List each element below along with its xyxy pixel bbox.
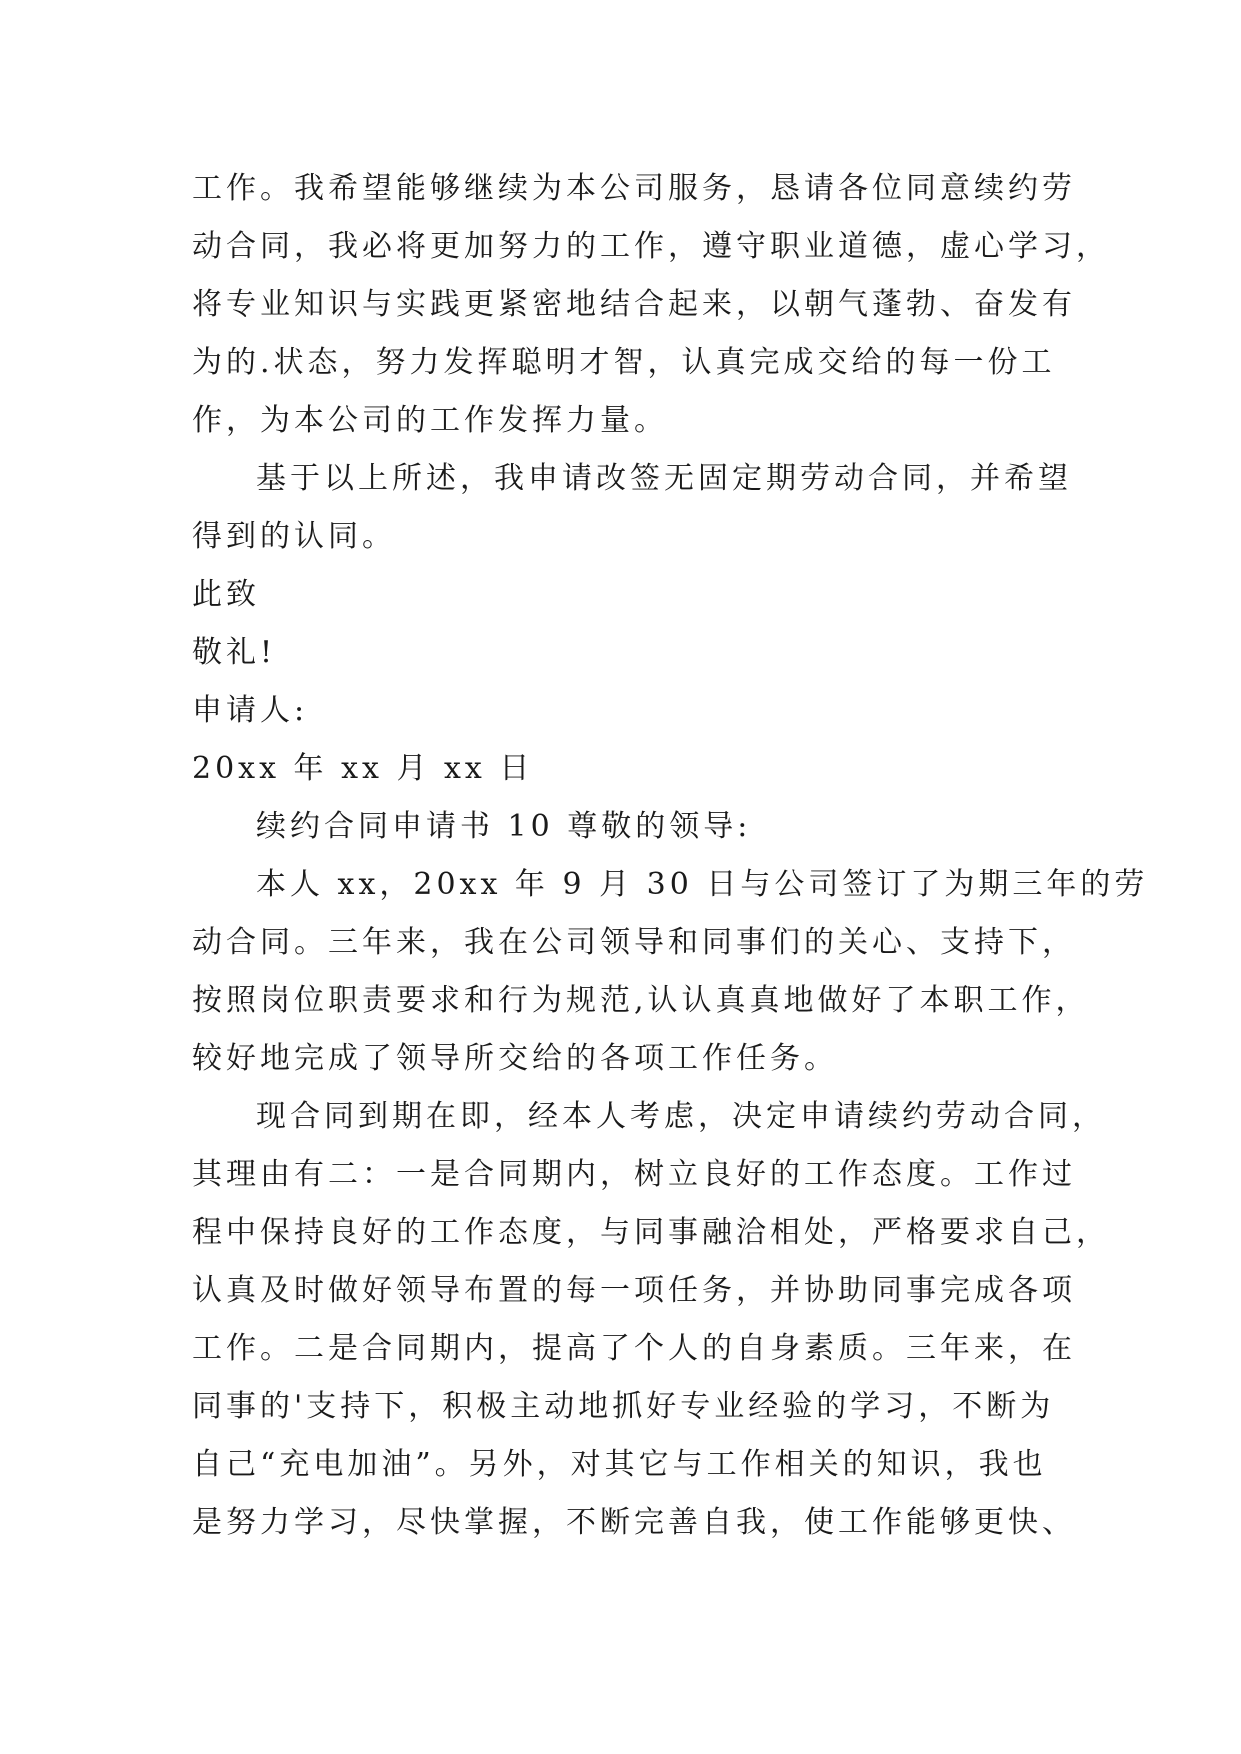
text-line: 工作。我希望能够继续为本公司服务，恳请各位同意续约劳	[192, 171, 1076, 206]
text-line: 工作。二是合同期内，提高了个人的自身素质。三年来，在	[192, 1331, 1076, 1366]
closing-line: 敬礼!	[192, 635, 277, 670]
text-line: 按照岗位职责要求和行为规范,认认真真地做好了本职工作，	[192, 983, 1090, 1018]
closing-line: 此致	[192, 577, 260, 612]
text-line: 现合同到期在即，经本人考虑，决定申请续约劳动合同，	[256, 1099, 1106, 1134]
text-line: 将专业知识与实践更紧密地结合起来，以朝气蓬勃、奋发有	[192, 287, 1076, 322]
text-line: 其理由有二：一是合同期内，树立良好的工作态度。工作过	[192, 1157, 1076, 1192]
text-line: 认真及时做好领导布置的每一项任务，并协助同事完成各项	[192, 1273, 1076, 1308]
text-line: 作，为本公司的工作发挥力量。	[192, 403, 668, 438]
text-line: 为的.状态，努力发挥聪明才智，认真完成交给的每一份工	[192, 345, 1056, 380]
text-line: 是努力学习，尽快掌握，不断完善自我，使工作能够更快、	[192, 1505, 1076, 1540]
date-line: 20xx 年 xx 月 xx 日	[192, 751, 534, 786]
text-line: 动合同，我必将更加努力的工作，遵守职业道德，虚心学习，	[192, 229, 1110, 264]
signature-label: 申请人:	[192, 693, 309, 728]
text-line: 本人 xx，20xx 年 9 月 30 日与公司签订了为期三年的劳	[256, 867, 1149, 902]
text-line: 动合同。三年来，我在公司领导和同事们的关心、支持下，	[192, 925, 1076, 960]
text-line: 程中保持良好的工作态度，与同事融洽相处，严格要求自己，	[192, 1215, 1110, 1250]
text-line: 自己“充电加油”。另外，对其它与工作相关的知识，我也	[192, 1447, 1047, 1482]
text-line: 得到的认同。	[192, 519, 396, 554]
text-line: 较好地完成了领导所交给的各项工作任务。	[192, 1041, 838, 1076]
section-heading: 续约合同申请书 10 尊敬的领导:	[256, 809, 752, 844]
text-line: 基于以上所述，我申请改签无固定期劳动合同，并希望	[256, 461, 1072, 496]
text-line: 同事的'支持下，积极主动地抓好专业经验的学习，不断为	[192, 1389, 1055, 1424]
